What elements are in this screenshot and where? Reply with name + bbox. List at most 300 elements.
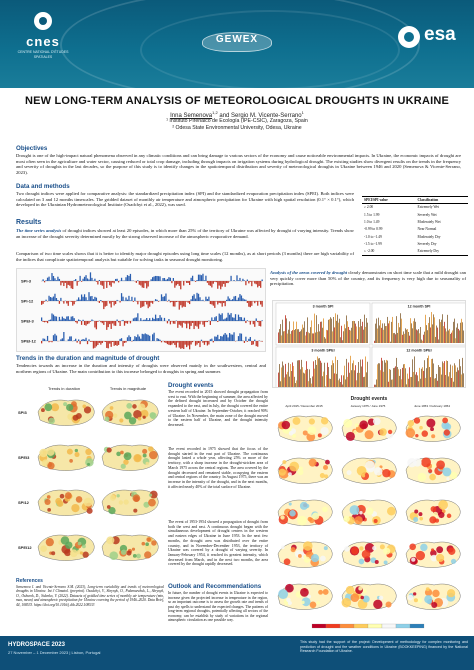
trend-map	[38, 445, 94, 471]
area-chart-bar	[298, 329, 299, 343]
area-chart-bar	[307, 317, 308, 343]
trend-column-title: Trends in magnitude	[109, 386, 147, 391]
time-series-bar	[99, 301, 100, 303]
time-series-bar	[219, 281, 220, 286]
drought-event-map-patch	[307, 426, 316, 435]
time-series-bar	[225, 333, 226, 341]
time-series-bar	[137, 280, 138, 281]
time-series-bar	[167, 301, 168, 302]
drought-event-map-patch	[288, 601, 292, 605]
area-chart-bar	[450, 334, 451, 343]
trend-map-patch	[40, 545, 47, 552]
drought-event-map-patch	[415, 434, 418, 437]
area-chart-bar	[314, 314, 315, 343]
drought-event-map-patch	[438, 500, 448, 510]
drought-events-figure	[272, 392, 466, 632]
time-series-bar	[211, 339, 212, 341]
time-series-bar	[168, 319, 169, 321]
trend-map	[102, 535, 158, 561]
time-series-bar	[100, 300, 101, 301]
time-series-bar	[82, 279, 83, 281]
time-series-bar	[254, 340, 255, 341]
table-cell: 1.0 to 1.49	[364, 219, 380, 224]
area-chart-bar	[286, 318, 287, 343]
area-chart-bar	[418, 329, 419, 343]
time-series-bar	[201, 300, 202, 301]
time-series-bar	[247, 301, 248, 303]
area-chart-bar	[462, 322, 463, 343]
time-series-bar	[82, 320, 83, 321]
time-series-bar	[232, 335, 233, 341]
area-chart-bar	[436, 325, 437, 343]
area-chart-bar	[410, 377, 411, 387]
drought-event-map-patch	[309, 459, 317, 467]
area-chart-bar	[407, 374, 408, 387]
time-series-bar	[100, 321, 101, 322]
area-chart-bar	[349, 330, 350, 343]
author-connector: and Sergio M. Vicente-Serrano	[217, 113, 302, 119]
area-chart-bar	[330, 317, 331, 343]
table-cell: -1.5 to -1.99	[364, 242, 382, 247]
time-series-bar	[238, 315, 239, 321]
area-chart-bar	[356, 380, 357, 387]
area-chart-bar	[360, 360, 361, 387]
time-series-bar	[50, 280, 51, 281]
time-series-bar	[219, 301, 220, 303]
time-series-bar	[65, 319, 66, 321]
area-chart-bar	[312, 333, 313, 343]
area-chart-title: 12 month SPEI	[406, 348, 432, 353]
area-chart-bar	[329, 379, 330, 387]
trend-map-patch	[119, 418, 123, 422]
references-text: Semenova I. and Vicente-Serrano S.M. (2023), Long-term variability and trends of meteorological droughts in Ukraine. Int J Climatol. (preprint). Osadchyi, V., Skrynyk, O., Palamarchuk, L., Skrynyk, O., Oshurok, D., Sidenko, V. (2022). Datasets of gridded time series of monthly air temperature (min, max, mean) and atmospheric precipitation for Ukraine covering the period of 1946–2020. Data Brief, 44, 108533. https://doi.org/10.1016/j.dib.2022.108533	[16, 585, 164, 607]
time-series-bar	[81, 340, 82, 341]
time-series-bar	[105, 301, 106, 307]
area-chart-bar	[451, 378, 452, 387]
time-series-bar	[235, 314, 236, 321]
area-chart-bar	[388, 382, 389, 387]
drought-event-map-patch	[419, 426, 423, 430]
time-series-bar	[119, 301, 120, 302]
time-series-bar	[214, 336, 215, 341]
results-s3-heading: Trends in the duration and magnitude of drought	[16, 355, 160, 362]
time-series-bar	[60, 320, 61, 321]
time-series-bar	[173, 341, 174, 343]
results-s1-text2: Comparison of two time scales shows that it is better to identify major drought episodes using long time scales (12 months), as at short periods (3 months) there are high variability of the indices that complicate spatiotemporal analysis but suitable for solving tasks in seasonal drought monitoring.	[16, 251, 354, 262]
area-chart-bar	[347, 321, 348, 343]
area-chart-bar	[349, 373, 350, 387]
drought-event-map-patch	[432, 590, 439, 597]
drought-event-map-patch	[430, 427, 434, 431]
area-chart-bar	[352, 321, 353, 343]
time-series-bar	[158, 318, 159, 321]
area-chart-bar	[446, 360, 447, 387]
area-chart-bar	[408, 379, 409, 387]
trend-map-patch	[51, 551, 55, 555]
area-chart-bar	[343, 375, 344, 387]
footer	[0, 636, 474, 670]
time-series-bar	[66, 281, 67, 288]
area-chart-bar	[309, 333, 310, 343]
author-2-sup: 1	[301, 110, 304, 115]
drought-event-map-patch	[280, 515, 284, 519]
trend-map-patch	[69, 459, 73, 463]
drought-event-map-patch	[278, 589, 288, 599]
area-chart-bar	[362, 322, 363, 343]
time-series-bar	[199, 297, 200, 301]
area-chart-bar	[453, 382, 454, 387]
time-series-bar	[50, 341, 51, 342]
drought-legend-swatch	[354, 624, 368, 628]
time-series-bar	[51, 298, 52, 301]
trend-map-patch	[87, 463, 90, 466]
drought-event-map-patch	[409, 543, 416, 550]
area-chart-bar	[391, 380, 392, 387]
trend-map-patch	[61, 536, 69, 544]
time-series-bar	[112, 301, 113, 302]
time-series-bar	[239, 294, 240, 301]
time-series-bar	[97, 321, 98, 322]
area-chart-bar	[430, 377, 431, 387]
area-chart-bar	[428, 356, 429, 387]
time-series-bar	[68, 281, 69, 285]
time-series-bar	[84, 321, 85, 325]
area-chart-bar	[443, 363, 444, 387]
time-series-bar	[227, 281, 228, 283]
trend-map	[102, 445, 158, 471]
drought-event-map-patch	[379, 596, 383, 600]
drought-event-map-patch	[365, 461, 375, 471]
time-series-bar	[143, 301, 144, 306]
time-series-bar	[79, 341, 80, 344]
time-series-bar	[202, 274, 203, 281]
area-chart-bar	[357, 339, 358, 343]
results-s2-text: clearly demonstrates on short time scale that a mild drought can very quickly cover more than 50% of the country, and its frequency is very high due to seasonality of precipitation.	[270, 270, 466, 287]
area-chart-bar	[440, 367, 441, 387]
area-chart-bar	[401, 379, 402, 387]
time-series-bar	[233, 296, 234, 301]
trend-map-patch	[107, 505, 111, 509]
trend-map-patch	[148, 446, 154, 452]
time-series-bar	[241, 317, 242, 321]
time-series-bar	[230, 276, 231, 281]
drought-legend-swatch	[312, 624, 326, 628]
area-chart-bar	[417, 330, 418, 343]
time-series-bar	[250, 301, 251, 307]
cnes-logo-text: cnes	[26, 34, 60, 49]
time-series-bar	[115, 279, 116, 281]
drought-event-map-patch	[413, 458, 422, 467]
time-series-bar	[174, 321, 175, 324]
area-chart-bar	[399, 327, 400, 343]
time-series-bar	[42, 321, 43, 322]
time-series-bar	[216, 281, 217, 282]
time-series-bar	[245, 300, 246, 301]
table-cell: Severely Wet	[417, 212, 437, 217]
trend-row-label: SPI12	[18, 500, 29, 505]
trend-map-patch	[138, 403, 145, 410]
time-series-bar	[75, 339, 76, 341]
time-series-bar	[112, 341, 113, 342]
area-chart-bar	[391, 322, 392, 343]
drought-event-map-patch	[318, 590, 323, 595]
drought-event-map-patch	[380, 544, 385, 549]
drought-event-map-patch	[426, 419, 435, 428]
area-chart-bar	[328, 320, 329, 343]
footer-conference-name: HYDROSPACE 2023	[8, 642, 65, 648]
time-series-bar	[232, 317, 233, 321]
time-series-bar	[121, 338, 122, 341]
time-series-bar	[196, 341, 197, 345]
area-chart-bar	[367, 323, 368, 343]
trend-column-title: Trends in duration	[47, 386, 81, 391]
time-series-bar	[227, 337, 228, 341]
area-chart-bar	[326, 375, 327, 387]
trend-map-patch	[84, 498, 93, 507]
time-series-bar	[227, 296, 228, 301]
area-chart-bar	[345, 379, 346, 387]
time-series-bar	[136, 281, 137, 283]
time-series-bar	[155, 276, 156, 281]
time-series-bar	[205, 341, 206, 342]
drought-event-map-patch	[323, 465, 328, 470]
area-chart-bar	[322, 328, 323, 343]
time-series-bar	[106, 321, 107, 330]
time-series-bar	[54, 334, 55, 341]
time-series-bar	[44, 281, 45, 282]
drought-event-map-patch	[383, 548, 390, 555]
drought-event-map	[342, 416, 396, 442]
time-series-bar	[84, 294, 85, 301]
time-series-bar	[214, 301, 215, 308]
time-series-bar	[198, 341, 199, 343]
time-series-bar	[222, 281, 223, 287]
time-series-bar	[87, 278, 88, 281]
area-chart-bar	[453, 322, 454, 343]
time-series-bar	[257, 281, 258, 287]
area-chart-bar	[330, 379, 331, 387]
drought-event-map-patch	[431, 602, 437, 608]
time-series-bar	[119, 339, 120, 341]
time-series-bar	[233, 318, 234, 321]
area-chart-bar	[287, 372, 288, 387]
trend-map-patch	[47, 508, 51, 512]
time-series-bar	[130, 274, 131, 281]
area-chart-bar	[376, 319, 377, 343]
time-series-bar	[210, 339, 211, 341]
affiliation-2: ² Odesa State Environmental University, Odesa, Ukraine	[172, 124, 302, 131]
time-series-bar	[75, 321, 76, 322]
area-chart-bar	[376, 379, 377, 387]
area-chart-bar	[444, 361, 445, 387]
time-series-bar	[174, 281, 175, 288]
time-series-bar	[223, 301, 224, 303]
area-chart-bar	[434, 317, 435, 343]
time-series-bar	[42, 279, 43, 281]
time-series-bar	[182, 301, 183, 307]
area-chart-bar	[402, 335, 403, 343]
drought-events-title: Drought events	[350, 396, 388, 402]
time-series-bar	[140, 301, 141, 308]
drought-event-map	[406, 416, 461, 442]
time-series-bar	[96, 281, 97, 282]
area-chart-bar	[287, 334, 288, 343]
table-cell: 1.5 to 1.99	[364, 212, 380, 217]
area-chart-bar	[316, 365, 317, 387]
drought-event-map-patch	[447, 514, 452, 519]
time-series-bar	[47, 321, 48, 323]
drought-event-map-patch	[343, 419, 352, 428]
time-series-bar	[192, 321, 193, 323]
time-series-bar	[151, 301, 152, 303]
area-chart-bar	[327, 330, 328, 343]
area-chart-bar	[290, 364, 291, 387]
area-chart-bar	[439, 319, 440, 343]
time-series-bar	[111, 301, 112, 307]
time-series-bar	[130, 337, 131, 341]
time-series-bar	[145, 333, 146, 341]
time-series-bar	[109, 301, 110, 304]
time-series-bar	[217, 281, 218, 289]
table-row	[362, 233, 468, 240]
time-series-bar	[149, 318, 150, 321]
time-series-bar	[88, 339, 89, 341]
time-series-bar	[41, 341, 42, 343]
area-chart-bar	[344, 324, 345, 343]
area-chart-bar	[278, 332, 279, 343]
area-chart-bar	[381, 358, 382, 387]
drought-event-map-patch	[375, 560, 379, 564]
drought-event-map-patch	[298, 554, 302, 558]
time-series-bar	[53, 276, 54, 281]
time-series-bar	[188, 301, 189, 303]
header-banner	[0, 0, 474, 88]
time-series-label: SPEI-3	[21, 318, 34, 324]
area-chart-bar	[398, 369, 399, 387]
area-chart-bar	[416, 330, 417, 343]
time-series-bar	[90, 296, 91, 301]
time-series-bar	[94, 297, 95, 301]
time-series-bar	[69, 320, 70, 321]
area-chart-bar	[449, 372, 450, 387]
time-series-bar	[164, 341, 165, 342]
trend-map-patch	[109, 551, 118, 560]
area-chart-bar	[424, 360, 425, 387]
time-series-bar	[118, 341, 119, 345]
area-chart-bar	[300, 369, 301, 387]
area-chart-bar	[325, 386, 326, 387]
area-chart-bar	[336, 374, 337, 387]
area-chart-bar	[436, 374, 437, 387]
area-chart-bar	[428, 323, 429, 343]
area-chart-bar	[406, 384, 407, 387]
area-chart-bar	[431, 312, 432, 343]
drought-event-map	[342, 584, 397, 610]
time-series-bar	[68, 301, 69, 306]
drought-event-map-patch	[342, 598, 352, 608]
area-chart-bar	[415, 375, 416, 387]
time-series-bar	[236, 320, 237, 321]
time-series-bar	[142, 301, 143, 307]
time-series-bar	[93, 341, 94, 349]
drought-event-map-patch	[431, 506, 437, 512]
drought-legend-swatch	[396, 624, 410, 628]
drought-event-map	[342, 500, 396, 526]
area-chart-bar	[380, 370, 381, 387]
area-chart-bar	[397, 367, 398, 387]
time-series-bar	[115, 301, 116, 304]
time-series-bar	[239, 333, 240, 341]
time-series-bar	[248, 301, 249, 307]
time-series-bar	[97, 281, 98, 285]
drought-event-map-patch	[416, 551, 425, 560]
area-chart-title: 3 month SPEI	[311, 348, 335, 353]
area-chart-bar	[387, 317, 388, 343]
drought-event-map	[278, 541, 332, 567]
area-chart-bar	[442, 361, 443, 387]
time-series-bar	[71, 301, 72, 302]
time-series-bar	[155, 315, 156, 321]
drought-event-map-patch	[366, 508, 374, 516]
area-chart-bar	[319, 358, 320, 387]
area-chart-bar	[403, 364, 404, 387]
time-series-bar	[84, 277, 85, 281]
time-series-bar	[78, 281, 79, 282]
time-series-bar	[250, 321, 251, 325]
time-series-bar	[42, 338, 43, 341]
trend-map-patch	[64, 549, 71, 556]
area-chart-bar	[384, 323, 385, 343]
drought-event-map-patch	[414, 417, 420, 423]
time-series-bar	[251, 301, 252, 306]
area-chart-bar	[425, 378, 426, 387]
area-chart-bar	[314, 369, 315, 387]
trend-map-patch	[82, 545, 86, 549]
trend-map-patch	[132, 494, 140, 502]
area-chart-bar	[285, 364, 286, 387]
time-series-bar	[233, 280, 234, 281]
results-s5-text: In future, the number of drought events in Ukraine is expected to increase given the projected increase in temperature in the region, so an important outcome is to assess the growth rate and trends of past dry spells to understand the expected changes. The patterns of long-term regional droughts, potentially affecting all sectors of the economy, can be establish by study of variations in the regional atmospheric circulation as one possible way.	[168, 591, 268, 622]
time-series-bar	[247, 320, 248, 321]
area-chart-bar	[422, 341, 423, 343]
time-series-bar	[207, 341, 208, 346]
drought-events-column-title: June 1953 / February 1954	[413, 404, 451, 408]
affiliations	[0, 118, 474, 131]
trend-map-patch	[113, 413, 118, 418]
trend-map-patch	[76, 496, 83, 503]
area-chart-bar	[448, 376, 449, 387]
area-chart-bar	[323, 318, 324, 343]
trend-map-patch	[124, 452, 132, 460]
area-chart-bar	[366, 372, 367, 387]
time-series-bar	[121, 278, 122, 281]
drought-event-map-patch	[365, 430, 374, 439]
time-series-bar	[75, 279, 76, 281]
area-chart-bar	[461, 374, 462, 387]
time-series-bar	[87, 341, 88, 344]
time-series-bar	[201, 275, 202, 281]
area-chart-bar	[377, 329, 378, 343]
time-series-bar	[170, 321, 171, 324]
time-series-bar	[74, 318, 75, 321]
time-series-bar	[260, 281, 261, 288]
time-series-bar	[143, 281, 144, 288]
time-series-bar	[78, 297, 79, 301]
area-chart-bar	[348, 363, 349, 387]
area-chart-bar	[281, 368, 282, 387]
time-series-bar	[77, 281, 78, 286]
drought-event-map-patch	[448, 548, 455, 555]
